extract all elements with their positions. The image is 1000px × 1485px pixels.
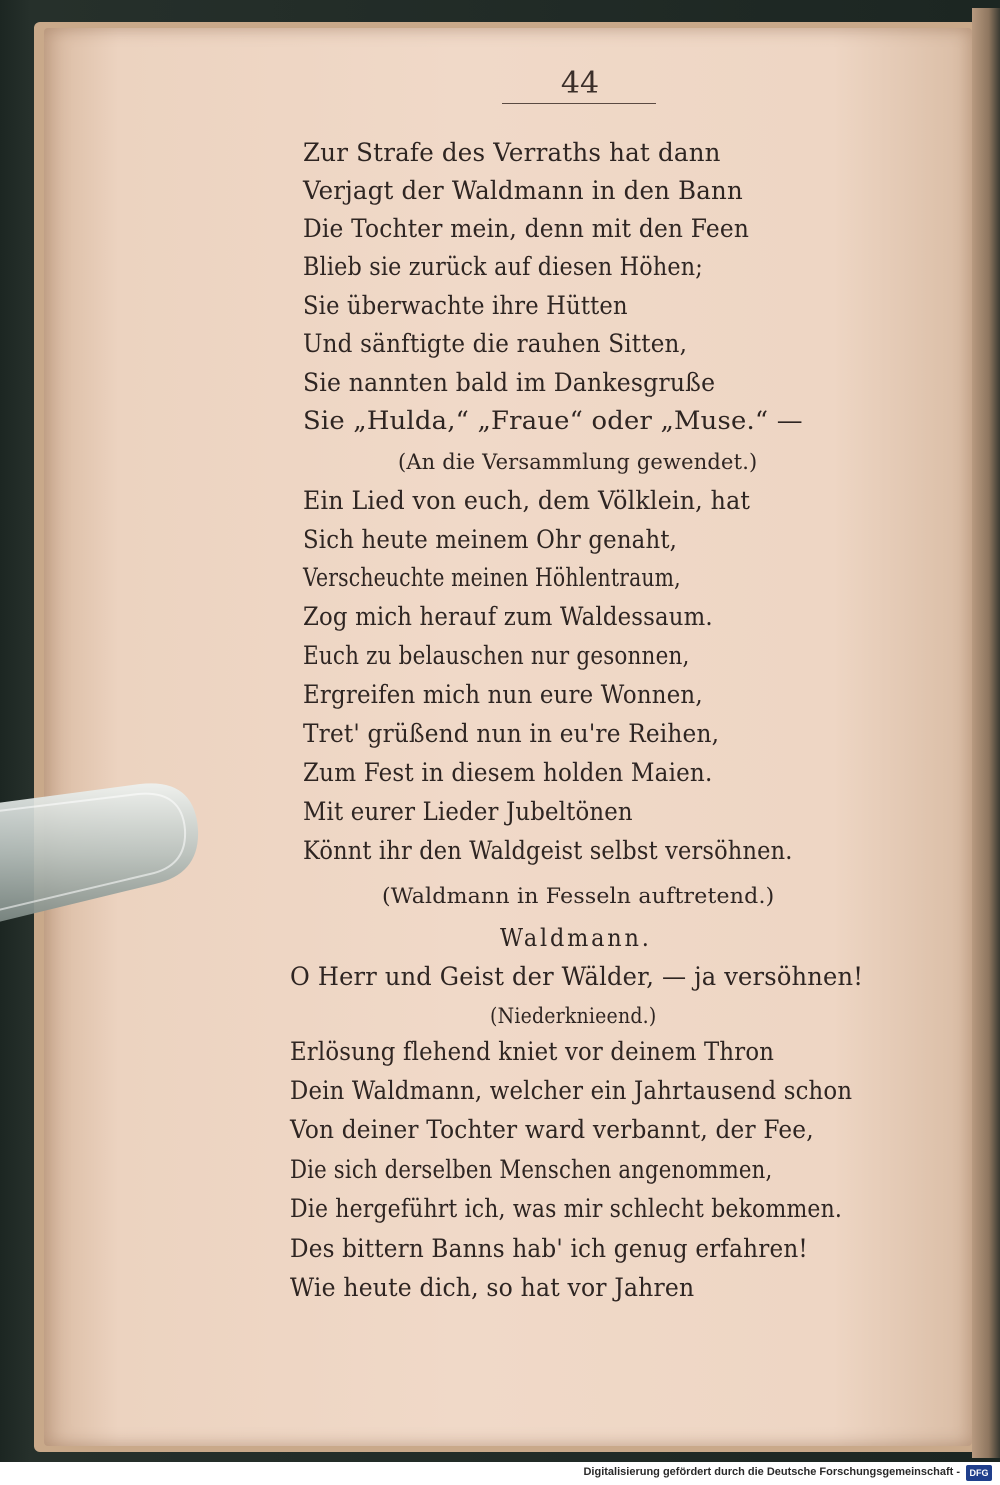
text-line: Ein Lied von euch, dem Völklein, hat xyxy=(303,486,751,515)
text-line: Tret' grüßend nun in eu're Reihen, xyxy=(303,719,720,748)
text-line: Die Tochter mein, denn mit den Feen xyxy=(303,214,750,243)
text-line: Ergreifen mich nun eure Wonnen, xyxy=(303,680,703,709)
dfg-logo-icon: DFG xyxy=(966,1465,992,1481)
text-line: Die sich derselben Menschen angenommen, xyxy=(290,1155,773,1184)
text-line: Erlösung flehend kniet vor deinem Thron xyxy=(290,1037,775,1066)
footer-credit: Digitalisierung gefördert durch die Deutsche Forschungsgemeinschaft - xyxy=(583,1466,960,1478)
footer-bar xyxy=(0,1462,1000,1485)
stage-direction: (An die Versammlung gewendet.) xyxy=(398,450,758,474)
text-line: Könnt ihr den Waldgeist selbst versöhnen. xyxy=(303,836,793,865)
text-line: Von deiner Tochter ward verbannt, der Fee, xyxy=(290,1115,814,1144)
text-line: Und sänftigte die rauhen Sitten, xyxy=(303,329,688,358)
text-line: Sie „Hulda,“ „Fraue“ oder „Muse.“ — xyxy=(303,406,803,435)
speaker-name: Waldmann. xyxy=(500,924,652,952)
right-page-stack xyxy=(972,8,1000,1458)
stage-direction: (Waldmann in Fesseln auftretend.) xyxy=(382,884,775,908)
page-number: 44 xyxy=(560,66,600,101)
text-line: Sie überwachte ihre Hütten xyxy=(303,291,628,320)
text-line: Zog mich herauf zum Waldessaum. xyxy=(303,602,713,631)
text-line: Dein Waldmann, welcher ein Jahrtausend schon xyxy=(290,1076,853,1105)
text-line: Die hergeführt ich, was mir schlecht bekommen. xyxy=(290,1194,843,1223)
stage-direction: (Niederknieend.) xyxy=(490,1004,657,1028)
text-line: Mit eurer Lieder Jubeltönen xyxy=(303,797,633,826)
text-line: Wie heute dich, so hat vor Jahren xyxy=(290,1273,695,1302)
text-line: Euch zu belauschen nur gesonnen, xyxy=(303,641,690,670)
text-line: Verjagt der Waldmann in den Bann xyxy=(303,176,743,205)
text-line: Verscheuchte meinen Höhlentraum, xyxy=(303,563,681,592)
text-line: O Herr und Geist der Wälder, — ja versöhnen! xyxy=(290,962,864,991)
text-line: Sich heute meinem Ohr genaht, xyxy=(303,525,678,554)
text-line: Sie nannten bald im Dankesgruße xyxy=(303,368,716,397)
page-number-rule xyxy=(502,103,656,104)
text-line: Zur Strafe des Verraths hat dann xyxy=(303,138,721,167)
text-line: Blieb sie zurück auf diesen Höhen; xyxy=(303,252,703,281)
text-line: Des bittern Banns hab' ich genug erfahren! xyxy=(290,1234,808,1263)
page-clip-icon xyxy=(0,782,205,932)
text-line: Zum Fest in diesem holden Maien. xyxy=(303,758,713,787)
